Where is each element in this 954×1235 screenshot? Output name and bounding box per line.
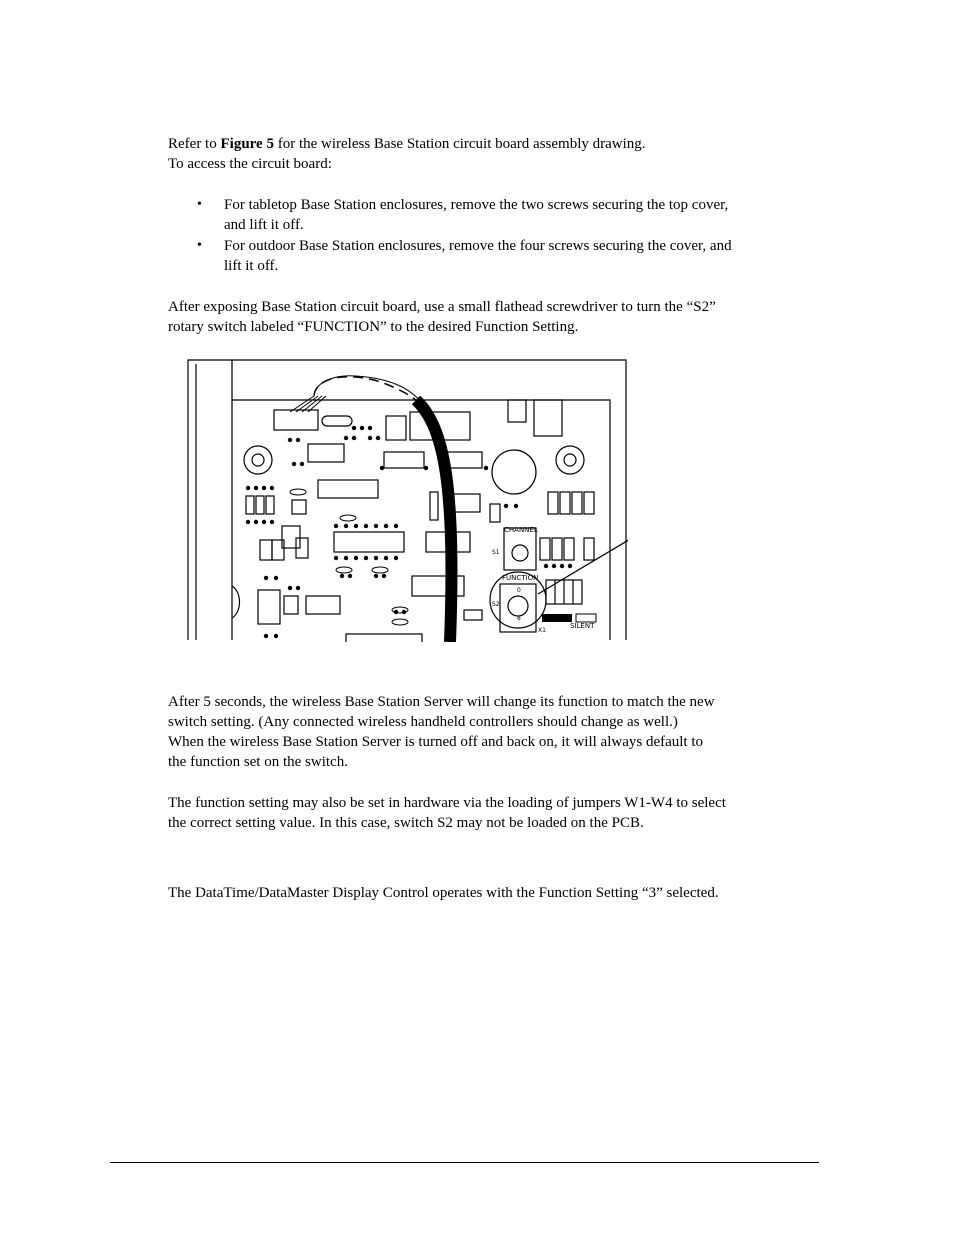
bullet-2-line-1: For outdoor Base Station enclosures, remove the four screws securing the cover, and xyxy=(224,238,732,254)
footer-rule xyxy=(110,1162,819,1163)
after-exposing-line-1: After exposing Base Station circuit board, use a small flathead screwdriver to turn the “S2” xyxy=(168,299,716,315)
bullet-2-line-2: lift it off. xyxy=(224,258,279,274)
after-five-line-1: After 5 seconds, the wireless Base Station Server will change its function to match the new xyxy=(168,694,715,710)
intro-line-1 xyxy=(168,134,646,154)
intro-prefix: Refer to xyxy=(168,136,221,152)
channel-label: CHANNEL xyxy=(504,526,538,534)
intro-line-2: To access the circuit board: xyxy=(168,156,332,172)
s2-label: S2 xyxy=(492,601,500,608)
x1-label: X1 xyxy=(538,627,546,634)
hardware-line-1: The function setting may also be set in hardware via the loading of jumpers W1-W4 to select xyxy=(168,795,726,811)
circuit-board-figure xyxy=(186,356,628,642)
circuit-board-drawing xyxy=(186,356,628,642)
datatime-line: The DataTime/DataMaster Display Control operates with the Function Setting “3” selected. xyxy=(168,885,719,901)
zero-mark: 0 xyxy=(517,587,521,594)
figure-reference: Figure 5 xyxy=(220,136,274,152)
bullet-1-line-1: For tabletop Base Station enclosures, remove the two screws securing the top cover, xyxy=(224,197,729,213)
after-exposing-line-2: rotary switch labeled “FUNCTION” to the desired Function Setting. xyxy=(168,319,579,335)
after-five-line-2: switch setting. (Any connected wireless handheld controllers should change as well.) xyxy=(168,714,678,730)
bullet-marker: • xyxy=(197,238,202,253)
eight-mark: 8 xyxy=(517,615,521,622)
after-five-line-3: When the wireless Base Station Server is turned off and back on, it will always default to xyxy=(168,734,704,750)
s1-label: S1 xyxy=(492,549,500,556)
hardware-line-2: the correct setting value. In this case, switch S2 may not be loaded on the PCB. xyxy=(168,815,644,831)
after-five-line-4: the function set on the switch. xyxy=(168,754,348,770)
intro-suffix: for the wireless Base Station circuit board assembly drawing. xyxy=(273,136,646,152)
silent-label: SILENT xyxy=(570,622,595,630)
bullet-marker: • xyxy=(197,197,202,212)
function-label: FUNCTION xyxy=(502,574,539,582)
bullet-1-line-2: and lift it off. xyxy=(224,217,304,233)
